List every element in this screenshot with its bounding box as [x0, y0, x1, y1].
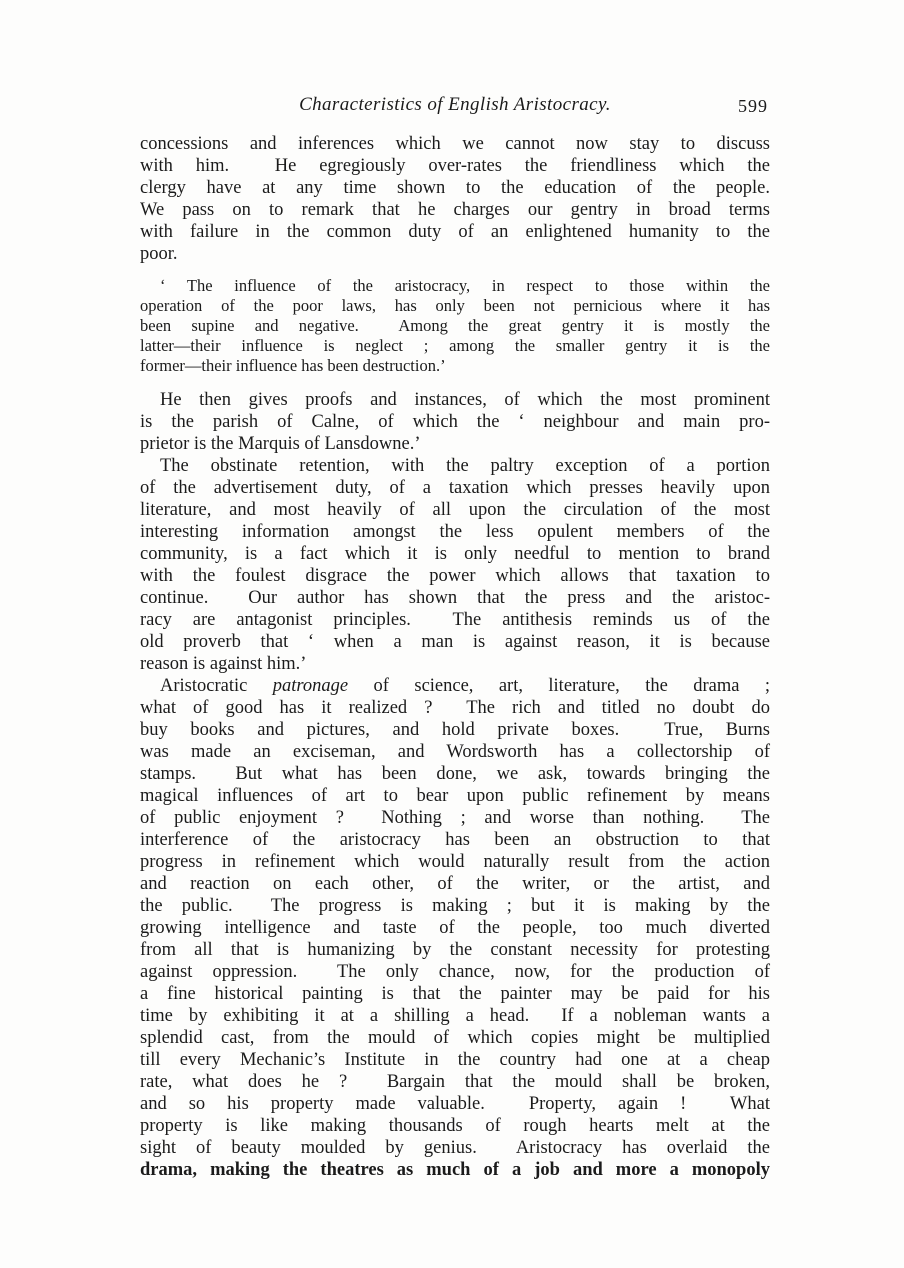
text-line: with him. He egregiously over-rates the friendliness which the [140, 156, 770, 176]
text-line: buy books and pictures, and hold private boxes. True, Burns [140, 720, 770, 740]
text-line: what of good has it realized ? The rich and titled no doubt do [140, 698, 770, 718]
text-line: ‘ The influence of the aristocracy, in respect to those within the [160, 276, 770, 295]
text-line: interference of the aristocracy has been an obstruction to that [140, 830, 770, 850]
running-header [140, 94, 770, 116]
text-line: poor. [140, 244, 178, 264]
text-line: and reaction on each other, of the writer, or the artist, and [140, 874, 770, 894]
text-line: from all that is humanizing by the constant necessity for protesting [140, 940, 770, 960]
paragraph [140, 675, 770, 1181]
blockquote [140, 276, 770, 376]
text-line: time by exhibiting it at a shilling a head. If a nobleman wants a [140, 1006, 770, 1026]
text-line: literature, and most heavily of all upon the circulation of the most [140, 500, 770, 520]
text-line: prietor is the Marquis of Lansdowne.’ [140, 434, 421, 454]
text-line: against oppression. The only chance, now, for the production of [140, 962, 770, 982]
text-line: old proverb that ‘ when a man is against reason, it is because [140, 632, 770, 652]
text-line: progress in refinement which would naturally result from the action [140, 852, 770, 872]
text-line: clergy have at any time shown to the education of the people. [140, 178, 770, 198]
text-line: The obstinate retention, with the paltry exception of a portion [160, 456, 770, 476]
text-line: former—their influence has been destruction.’ [140, 356, 446, 375]
text-line: is the parish of Calne, of which the ‘ neighbour and main pro- [140, 412, 770, 432]
text-block [140, 94, 770, 1181]
paragraph [140, 455, 770, 675]
text-line: property is like making thousands of rough hearts melt at the [140, 1116, 770, 1136]
text-line: with failure in the common duty of an enlightened humanity to the [140, 222, 770, 242]
text-line: latter—their influence is neglect ; among the smaller gentry it is the [140, 336, 770, 355]
text-line: and so his property made valuable. Property, again ! What [140, 1094, 770, 1114]
text-line: reason is against him.’ [140, 654, 307, 674]
text-line: sight of beauty moulded by genius. Aristocracy has overlaid the [140, 1138, 770, 1158]
page-title: Characteristics of English Aristocracy. [299, 94, 611, 115]
text-line: was made an exciseman, and Wordsworth has a collectorship of [140, 742, 770, 762]
text-line: with the foulest disgrace the power which allows that taxation to [140, 566, 770, 586]
text-line: rate, what does he ? Bargain that the mould shall be broken, [140, 1072, 770, 1092]
text-line: continue. Our author has shown that the press and the aristoc- [140, 588, 770, 608]
page-number: 599 [738, 96, 768, 116]
text-line: operation of the poor laws, has only been not pernicious where it has [140, 296, 770, 315]
text-line: concessions and inferences which we cannot now stay to discuss [140, 134, 770, 154]
text-line: drama, making the theatres as much of a job and more a monopoly [140, 1160, 770, 1180]
text-line: magical influences of art to bear upon public refinement by means [140, 786, 770, 806]
text-line: of public enjoyment ? Nothing ; and worse than nothing. The [140, 808, 770, 828]
paragraph [140, 389, 770, 455]
text-line: the public. The progress is making ; but it is making by the [140, 896, 770, 916]
text-line: community, is a fact which it is only needful to mention to brand [140, 544, 770, 564]
text-line: He then gives proofs and instances, of which the most prominent [160, 390, 770, 410]
paragraph [140, 133, 770, 265]
text-line: of the advertisement duty, of a taxation which presses heavily upon [140, 478, 770, 498]
text-line: stamps. But what has been done, we ask, towards bringing the [140, 764, 770, 784]
text-line: till every Mechanic’s Institute in the country had one at a cheap [140, 1050, 770, 1070]
text-line: growing intelligence and taste of the people, too much diverted [140, 918, 770, 938]
text-line: racy are antagonist principles. The antithesis reminds us of the [140, 610, 770, 630]
text-line: interesting information amongst the less opulent members of the [140, 522, 770, 542]
text-line: splendid cast, from the mould of which copies might be multiplied [140, 1028, 770, 1048]
text-line: We pass on to remark that he charges our gentry in broad terms [140, 200, 770, 220]
text-line: a fine historical painting is that the painter may be paid for his [140, 984, 770, 1004]
text-line: Aristocratic patronage of science, art, literature, the drama ; [160, 676, 770, 696]
text-line: been supine and negative. Among the great gentry it is mostly the [140, 316, 770, 335]
